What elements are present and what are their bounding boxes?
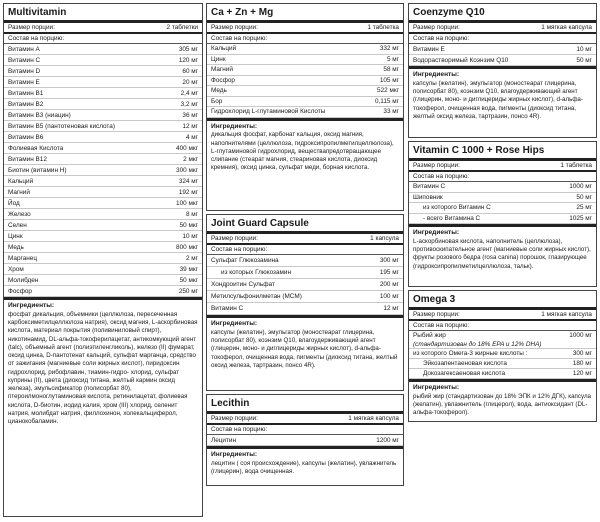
nutrient-row: Витамин C 12 мг bbox=[207, 303, 403, 315]
per-serving-header: Состав на порцию: bbox=[4, 32, 202, 44]
ingredients: Ингредиенты: лецитин ( соя происхождение), капсулы (желатин), увлажнитель (глицерин), вода очищенная. bbox=[207, 446, 403, 478]
nutrient-row: Сульфат Глюкозамина 300 мг bbox=[207, 255, 403, 267]
serving-size: Размер порции: 1 мягкая капсула bbox=[413, 24, 592, 31]
ca-zn-mg-title: Ca + Zn + Mg bbox=[207, 4, 403, 23]
nutrient-row: Витамин B5 (пантотеновая кислота) 12 мг bbox=[4, 121, 202, 132]
nutrient-row: из которого Витамин C 25 мг bbox=[409, 203, 596, 214]
nutrient-row: Биотин (витамин H) 300 мкг bbox=[4, 165, 202, 176]
per-serving-header: Состав на порцию: bbox=[207, 32, 403, 44]
omega-3-title: Omega 3 bbox=[409, 291, 596, 310]
nutrient-row: Эйкозапентаеновая кислота 180 мг bbox=[409, 359, 596, 369]
nutrient-row: Витамин A 305 мг bbox=[4, 44, 202, 55]
nutrient-row: Лецитин 1200 мг bbox=[207, 435, 403, 446]
nutrient-row: Кальций 332 мг bbox=[207, 44, 403, 55]
multivitamin-panel bbox=[3, 3, 203, 517]
nutrient-list bbox=[409, 182, 596, 224]
nutrient-list bbox=[207, 44, 403, 118]
coq10-panel bbox=[408, 3, 597, 138]
fish-oil-row: Рыбий жир 1000 мг bbox=[413, 332, 592, 339]
nutrient-row: Железо 8 мг bbox=[4, 209, 202, 220]
nutrient-row: Фосфор 105 мг bbox=[207, 76, 403, 87]
joint-guard-panel bbox=[206, 214, 404, 391]
nutrient-list bbox=[409, 349, 596, 379]
nutrient-list bbox=[207, 435, 403, 446]
ingredients: Ингредиенты: капсулы (желатин), эмульгатор (моностеарат глицерина, полисорбат 80), коэнзим Q10, влагоудерживающий агент (глицерин, моно- и диглицериды жирных кислот), d-альфа-токоферол, очищенная вода, пигменты (диоксид титана, желтый оксид железа, тартразин, понсо 4R). bbox=[409, 66, 596, 123]
nutrient-row: Медь 800 мкг bbox=[4, 242, 202, 253]
nutrient-row: Метилсульфонилметан (MCM) 100 мг bbox=[207, 291, 403, 303]
nutrient-list bbox=[207, 255, 403, 315]
nutrient-row: Витамин D 60 мг bbox=[4, 66, 202, 77]
nutrient-row: Марганец 2 мг bbox=[4, 253, 202, 264]
nutrient-row: Витамин B3 (ниацин) 36 мг bbox=[4, 110, 202, 121]
nutrient-row: Фосфор 250 мг bbox=[4, 286, 202, 297]
nutrient-list bbox=[409, 44, 596, 66]
nutrient-row: Йод 100 мкг bbox=[4, 198, 202, 209]
nutrient-row: Витамин B1 2,4 мг bbox=[4, 88, 202, 99]
coq10-title: Coenzyme Q10 bbox=[409, 4, 596, 23]
ca-zn-mg-panel bbox=[206, 3, 404, 211]
nutrient-row: Хром 39 мкг bbox=[4, 264, 202, 275]
ingredients: Ингредиенты: L-аскорбиновая кислота, наполнитель (целлюлоза), противоскипательное агент (магниевые соли жирных кислот), фрукты розового бедра (rosa canina) порошок, глазирующее (гидроксипропилметилцеллюлоза, тальк). bbox=[409, 224, 596, 273]
nutrient-row: Витамин C 1000 мг bbox=[409, 182, 596, 193]
lecithin-panel bbox=[206, 394, 404, 486]
nutrient-row: Витамин B6 4 мг bbox=[4, 132, 202, 143]
nutrient-row: из которого Омега-3 жирные кислоты : 300 мг bbox=[409, 349, 596, 359]
nutrient-row: Фолиевая Кислота 400 мкг bbox=[4, 143, 202, 154]
nutrient-row: из которых Глюкозамин 195 мг bbox=[207, 267, 403, 279]
nutrient-row: Витамин B12 2 мкг bbox=[4, 154, 202, 165]
nutrient-row: Витамин E 20 мг bbox=[4, 77, 202, 88]
vitamin-c-title: Vitamin C 1000 + Rose Hips bbox=[409, 142, 596, 161]
ingredients: Ингредиенты: дикальция фосфат, карбонат кальция, оксид магния, наполнителями (целлюлоза, гидроксипропилметилцеллюлоза), L-глутаминовой гидрохлорид, веществапредотвращающее слипание (стеарат магния, стеариновая кислота, диоксид кремния), оксид цинка, сульфат меди, борная кислота. bbox=[207, 118, 403, 175]
nutrient-row: Докозагексаеновая кислота 120 мг bbox=[409, 369, 596, 379]
nutrient-row: Водорастворимый Коэнзим Q10 50 мг bbox=[409, 55, 596, 66]
nutrient-row: Кальций 324 мг bbox=[4, 176, 202, 187]
nutrient-row: Гидрохлорид L-глутаминовой Кислоты 33 мг bbox=[207, 107, 403, 118]
nutrient-row: Цинк 10 мг bbox=[4, 231, 202, 242]
ingredients: Ингредиенты: рыбий жир (стандартизован до 18% ЭПК и 12% ДГК), капсула (желатин), увлажнитель (глицерол), вода, антиоксидант (DL-альфа-токоферол). bbox=[409, 379, 596, 420]
vitamin-c-panel bbox=[408, 141, 597, 287]
nutrient-row: Хондроитин Сульфат 200 мг bbox=[207, 279, 403, 291]
serving-size: Размер порции: 2 таблетки bbox=[8, 24, 198, 31]
nutrient-row: Магний 192 мг bbox=[4, 187, 202, 198]
nutrient-row: Витамин B2 3,2 мг bbox=[4, 99, 202, 110]
multivitamin-title: Multivitamin bbox=[4, 4, 202, 23]
nutrient-row: Бор 0,115 мг bbox=[207, 97, 403, 108]
nutrient-list bbox=[4, 44, 202, 297]
nutrient-row: Селен 50 мкг bbox=[4, 220, 202, 231]
per-serving-header: Состав на порцию: bbox=[207, 423, 403, 435]
per-serving-header: Состав на порцию: bbox=[207, 243, 403, 255]
per-serving-header: Состав на порцию: bbox=[409, 319, 596, 331]
per-serving-header: Состав на порцию: bbox=[409, 32, 596, 44]
nutrient-row: - всего Витамина C 1025 мг bbox=[409, 214, 596, 225]
nutrient-row: Молибден 50 мкг bbox=[4, 275, 202, 286]
nutrient-row: Шиповник 50 мг bbox=[409, 193, 596, 204]
ingredients: Ингредиенты: фосфат дикальция, объемники (целлюлоза, пересеченная карбоксиметилцеллюлоза натрия), оксид магния, L-аскорбиновая кислота, материал покрытия (поливиниловый спирт), никотинамид, DL-альфа-токоферилацетат, антикомкующий агент (talc), объемный агент (полиэтиленгликоль), железо (II) фумарат, оксид цинка, D-пантотенат кальций, сульфат марганца, средство от зажигания (магниевые соли жирных кислот), пиридоксин гидрохлорид, рибофлавин, тиамин-гидро- хлорид, сульфат куприны (II), цвета (диоксид титана, желтый кармин оксид железа), эмульсификатор (полисорбат 80), птероилмоноглутаминовая кислота, ретинилацетат, фолиевая кислота, D-биотин, иодид калия, хром (III) хлорид, селенит натрия, молибдат натрия, филлохинон, холекальциферол, цианокобаламин. bbox=[4, 297, 202, 428]
per-serving-header: Состав на порцию: bbox=[409, 170, 596, 182]
fish-oil-standard: (стандартизован до 18% EPA и 12% DHA) bbox=[409, 340, 596, 349]
nutrient-row: Витамин C 120 мг bbox=[4, 55, 202, 66]
serving-size: Размер порции: 1 мягкая капсула bbox=[211, 415, 399, 422]
lecithin-title: Lecithin bbox=[207, 395, 403, 414]
serving-size: Размер порции: 1 таблетка bbox=[413, 162, 592, 169]
ingredients: Ингредиенты: капсулы (желатин), эмульгатор (моностеарат глицерина, полисорбат 80), коэнзим Q10, влагоудерживающий агент (глицерин, моно- и диглицериды жирных кислот), d-альфа-токоферол, очищенная вода, пигменты (диоксид титана, желтый оксид железа, тартразин, понсо 4R). bbox=[207, 315, 403, 372]
nutrient-row: Магний 58 мг bbox=[207, 65, 403, 76]
serving-size: Размер порции: 1 капсула bbox=[211, 235, 399, 242]
serving-size: Размер порции: 1 таблетка bbox=[211, 24, 399, 31]
joint-guard-title: Joint Guard Capsule bbox=[207, 215, 403, 234]
serving-size: Размер порции: 1 мягкая капсула bbox=[413, 311, 592, 318]
nutrient-row: Витамин E 10 мг bbox=[409, 44, 596, 55]
omega-3-panel bbox=[408, 290, 597, 422]
nutrient-row: Медь 522 мкг bbox=[207, 86, 403, 97]
nutrient-row: Цинк 5 мг bbox=[207, 55, 403, 66]
